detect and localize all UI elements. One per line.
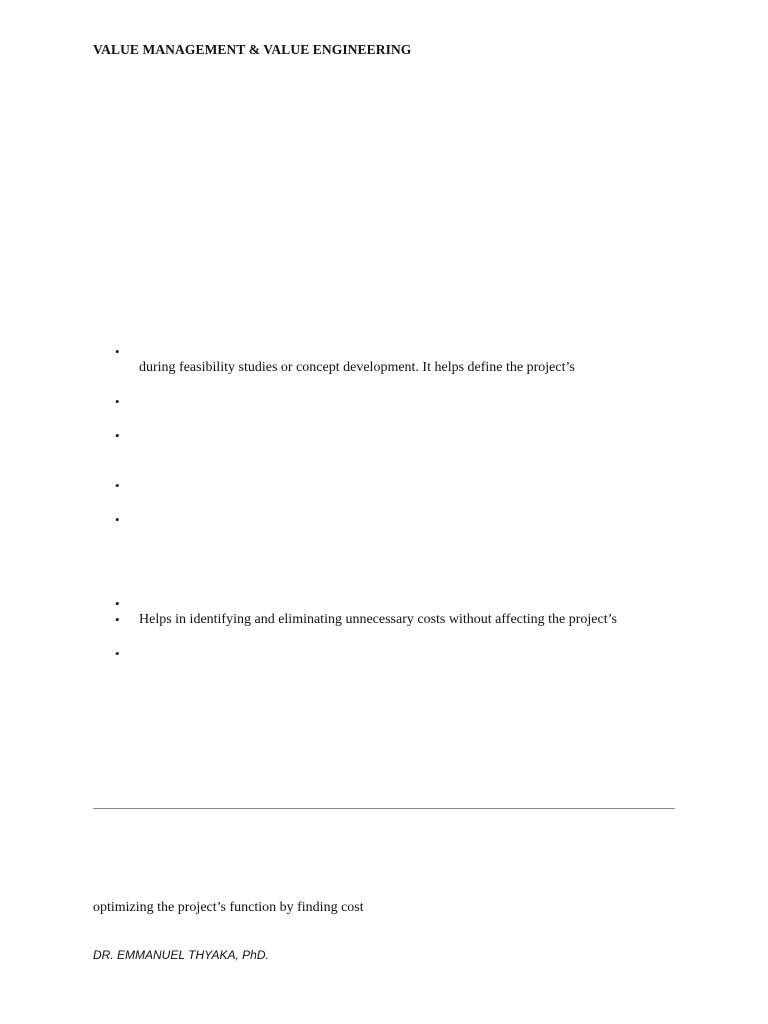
bullet-text: Helps in identifying and eliminating unnecessary costs without affecting the project’s xyxy=(139,612,617,627)
bullet-marker: • xyxy=(115,478,120,493)
footer-author: DR. EMMANUEL THYAKA, PhD. xyxy=(93,948,269,962)
bullet-marker: • xyxy=(115,596,120,611)
bullet-marker: • xyxy=(115,344,120,359)
bullet-marker: • xyxy=(115,394,120,409)
footnote-separator xyxy=(93,808,675,809)
bullet-marker: • xyxy=(115,612,120,627)
bullet-marker: • xyxy=(115,646,120,661)
bullet-marker: • xyxy=(115,428,120,443)
bullet-marker: • xyxy=(115,512,120,527)
footnote-text: optimizing the project’s function by finding cost xyxy=(93,900,364,915)
page-header-title: VALUE MANAGEMENT & VALUE ENGINEERING xyxy=(93,42,412,57)
bullet-text: during feasibility studies or concept development. It helps define the project’s xyxy=(139,360,575,375)
